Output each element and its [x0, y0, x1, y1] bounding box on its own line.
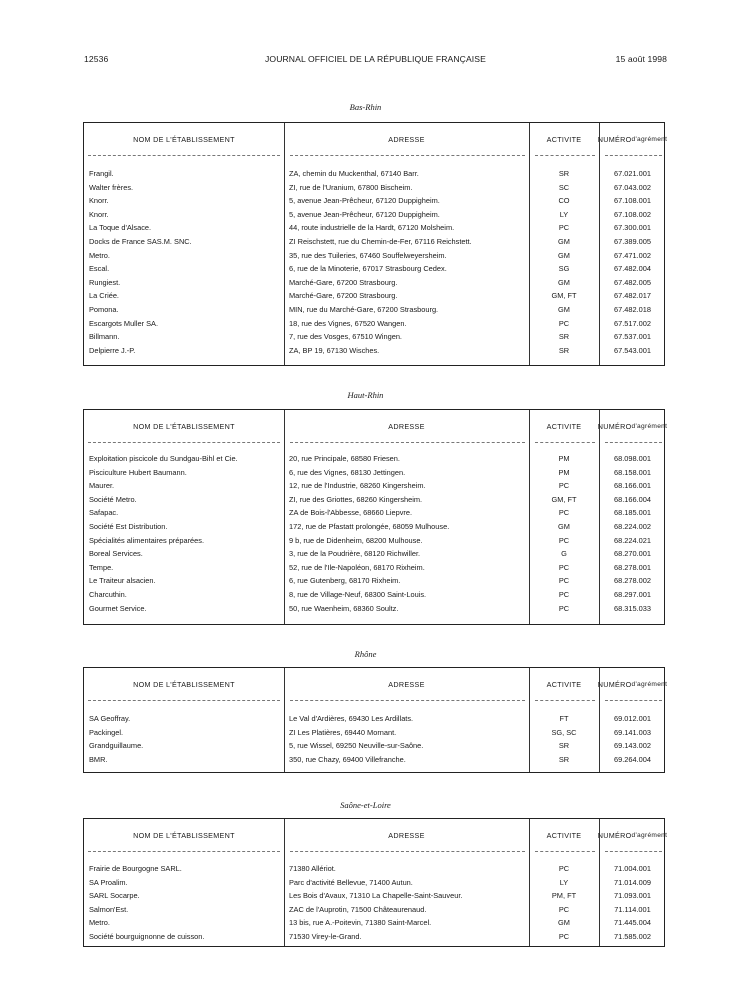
table-row	[84, 547, 664, 561]
establishment-activity: PC	[558, 562, 570, 572]
header-rule	[88, 851, 280, 852]
table-header	[84, 410, 668, 443]
approval-number: 67.543.001	[614, 345, 651, 355]
approval-number: 68.278.001	[614, 562, 651, 572]
approval-number: 68.098.001	[614, 454, 651, 463]
approval-number: 68.278.002	[614, 576, 651, 586]
approval-number: 69.143.002	[614, 741, 651, 751]
column-header-number-line1: NUMÉRO	[597, 830, 632, 840]
establishment-activity: PM	[558, 454, 570, 463]
establishment-name: Safapac.	[89, 508, 119, 518]
journal-title: JOURNAL OFFICIEL DE LA RÉPUBLIQUE FRANÇAISE	[265, 54, 486, 64]
establishment-address: ZI, rue des Griottes, 68260 Kingersheim.	[289, 494, 423, 504]
table-row	[84, 588, 664, 602]
table-row	[84, 344, 664, 358]
establishment-name: Exploitation piscicole du Sundgau-Bihl et Cie.	[89, 454, 238, 463]
establishment-activity: PC	[558, 904, 570, 914]
establishment-address: 6, rue de la Minoterie, 67017 Strasbourg Cedex.	[289, 264, 447, 274]
header-rule	[290, 442, 525, 443]
establishment-activity: SR	[558, 332, 570, 342]
header-rule	[88, 155, 280, 156]
establishment-activity: PC	[558, 864, 570, 873]
approval-number: 71.445.004	[614, 918, 651, 928]
establishment-address: Le Val d'Ardières, 69430 Les Ardillats.	[289, 714, 414, 723]
establishment-name: Pomona.	[89, 305, 119, 314]
header-rule	[605, 851, 662, 852]
establishment-activity: GM	[558, 237, 570, 246]
establishment-name: Frangil.	[89, 169, 114, 178]
establishment-address: ZA, chemin du Muckenthal, 67140 Barr.	[289, 169, 419, 178]
header-rule	[290, 700, 525, 701]
establishment-activity: PC	[558, 318, 570, 328]
table-row	[84, 262, 664, 276]
column-header-addr: ADRESSE	[388, 830, 425, 840]
establishment-name: La Toque d'Alsace.	[89, 223, 152, 233]
establishment-activity: G	[561, 549, 567, 559]
establishment-name: Spécialités alimentaires préparées.	[89, 535, 205, 545]
header-rule	[88, 442, 280, 443]
section-title: Bas-Rhin	[349, 102, 382, 112]
table-row	[84, 493, 664, 507]
establishment-address: 5, avenue Jean-Prêcheur, 67120 Duppigheim.	[289, 196, 440, 206]
approval-number: 68.166.001	[614, 481, 651, 491]
establishment-name: Boreal Services.	[89, 549, 143, 559]
table-header	[84, 819, 668, 852]
table-row	[84, 276, 664, 290]
establishment-name: Société bourguignonne de cuisson.	[89, 932, 205, 941]
table-row	[84, 221, 664, 235]
table-row	[84, 916, 664, 930]
table-row	[84, 903, 664, 917]
approval-number: 69.264.004	[614, 754, 651, 764]
table-row	[84, 249, 664, 263]
establishment-address: ZA, BP 19, 67130 Wisches.	[289, 345, 380, 355]
column-header-number-line2: d'agrément	[631, 135, 668, 143]
column-header-name: NOM DE L'ÉTABLISSEMENT	[133, 134, 235, 144]
establishment-name: La Criée.	[89, 291, 119, 301]
header-rule	[535, 851, 595, 852]
establishment-name: SA Proalim.	[89, 877, 128, 887]
establishment-activity: GM	[558, 918, 570, 928]
establishment-address: 71380 Allériot.	[289, 864, 336, 873]
table-row	[84, 862, 664, 876]
establishment-name: BMR.	[89, 754, 108, 764]
approval-number: 67.471.002	[614, 250, 651, 260]
table-row	[84, 181, 664, 195]
header-rule	[290, 851, 525, 852]
establishment-name: Maurer.	[89, 481, 115, 491]
establishment-address: 9 b, rue de Didenheim, 68200 Mulhouse.	[289, 535, 423, 545]
establishment-activity: PC	[558, 223, 570, 233]
establishment-name: SA Geoffray.	[89, 714, 131, 723]
approval-number: 67.482.005	[614, 277, 651, 287]
establishment-name: Charcuthin.	[89, 590, 127, 599]
establishment-activity: PC	[558, 535, 570, 545]
table-row	[84, 330, 664, 344]
column-header-number-line2: d'agrément	[631, 831, 668, 839]
establishment-name: Pisciculture Hubert Baumann.	[89, 467, 187, 477]
establishment-name: Billmann.	[89, 332, 120, 342]
establishment-activity: CO	[558, 196, 570, 206]
table-row	[84, 753, 664, 767]
establishment-activity: GM, FT	[551, 494, 577, 504]
table-row	[84, 574, 664, 588]
establishment-activity: PC	[558, 508, 570, 518]
approval-number: 68.166.004	[614, 494, 651, 504]
establishment-activity: PM	[558, 467, 570, 477]
establishment-name: Gourmet Service.	[89, 603, 147, 613]
establishment-activity: SG, SC	[551, 727, 577, 737]
establishment-name: Delpierre J.-P.	[89, 345, 136, 355]
establishment-name: Frairie de Bourgogne SARL.	[89, 864, 182, 873]
column-header-addr: ADRESSE	[388, 679, 425, 689]
establishment-activity: SR	[558, 741, 570, 751]
column-header-num	[599, 668, 666, 701]
table-row	[84, 520, 664, 534]
table-row	[84, 712, 664, 726]
establishment-activity: LY	[559, 877, 569, 887]
header-rule	[535, 155, 595, 156]
column-header-num	[599, 123, 666, 156]
approval-number: 69.012.001	[614, 714, 651, 723]
establishment-address: 12, rue de l'Industrie, 68260 Kingersheim.	[289, 481, 426, 491]
establishment-address: 20, rue Principale, 68580 Friesen.	[289, 454, 400, 463]
table-row	[84, 534, 664, 548]
approval-number: 71.004.001	[614, 864, 651, 873]
establishment-activity: PC	[558, 481, 570, 491]
establishment-address: 13 bis, rue A.-Poitevin, 71380 Saint-Marcel.	[289, 918, 432, 928]
establishment-name: Metro.	[89, 250, 110, 260]
table-row	[84, 876, 664, 890]
header-rule	[605, 155, 662, 156]
column-header-name: NOM DE L'ÉTABLISSEMENT	[133, 830, 235, 840]
table-row	[84, 194, 664, 208]
table-row	[84, 235, 664, 249]
approval-number: 68.315.033	[614, 603, 651, 613]
column-header-number-line1: NUMÉRO	[597, 421, 632, 431]
header-rule	[290, 155, 525, 156]
table-header	[84, 668, 668, 701]
header-rule	[605, 700, 662, 701]
establishment-activity: GM	[558, 522, 570, 531]
table-header	[84, 123, 668, 156]
approval-number: 67.021.001	[614, 169, 651, 178]
establishment-address: Parc d'activité Bellevue, 71400 Autun.	[289, 877, 413, 887]
establishment-activity: SR	[558, 754, 570, 764]
approval-number: 68.185.001	[614, 508, 651, 518]
column-header-number-line2: d'agrément	[631, 680, 668, 688]
establishment-activity: GM, FT	[551, 291, 577, 301]
table-row	[84, 726, 664, 740]
column-header-number-line1: NUMÉRO	[597, 679, 632, 689]
establishment-activity: SC	[558, 182, 570, 192]
establishment-name: Société Est Distribution.	[89, 522, 168, 531]
approval-number: 68.224.002	[614, 522, 651, 531]
approval-number: 71.014.009	[614, 877, 651, 887]
header-rule	[535, 442, 595, 443]
establishment-name: SARL Socarpe.	[89, 891, 140, 901]
establishment-address: 18, rue des Vignes, 67520 Wangen.	[289, 318, 407, 328]
column-header-act: ACTIVITE	[546, 134, 582, 144]
approval-number: 68.297.001	[614, 590, 651, 599]
establishment-address: Les Bois d'Avaux, 71310 La Chapelle-Saint-Sauveur.	[289, 891, 463, 901]
approval-number: 68.224.021	[614, 535, 651, 545]
page-number: 12536	[84, 54, 109, 64]
column-header-addr: ADRESSE	[388, 421, 425, 431]
establishment-name: Knorr.	[89, 196, 109, 206]
approval-number: 71.114.001	[614, 904, 651, 914]
table-row	[84, 561, 664, 575]
table-row	[84, 452, 664, 466]
approval-number: 67.482.004	[614, 264, 651, 274]
approval-number: 67.300.001	[614, 223, 651, 233]
approval-number: 68.270.001	[614, 549, 651, 559]
establishment-address: ZI Les Platières, 69440 Mornant.	[289, 727, 397, 737]
establishment-table	[83, 818, 668, 947]
establishment-activity: PC	[558, 590, 570, 599]
approval-number: 67.517.002	[614, 318, 651, 328]
establishment-address: 8, rue de Village-Neuf, 68300 Saint-Louis.	[289, 590, 427, 599]
establishment-name: Le Traiteur alsacien.	[89, 576, 156, 586]
establishment-address: 350, rue Chazy, 69400 Villefranche.	[289, 754, 406, 764]
establishment-address: Marché-Gare, 67200 Strasbourg.	[289, 277, 398, 287]
establishment-name: Escargots Muller SA.	[89, 318, 159, 328]
establishment-address: 7, rue des Vosges, 67510 Wingen.	[289, 332, 402, 342]
establishment-name: Société Metro.	[89, 494, 137, 504]
section-title: Saône-et-Loire	[340, 800, 391, 810]
establishment-name: Walter frères.	[89, 182, 134, 192]
column-header-name: NOM DE L'ÉTABLISSEMENT	[133, 421, 235, 431]
establishment-name: Metro.	[89, 918, 110, 928]
establishment-address: ZA de Bois-l'Abbesse, 68660 Liepvre.	[289, 508, 413, 518]
establishment-activity: GM	[558, 305, 570, 314]
column-header-num	[599, 410, 666, 443]
header-rule	[88, 700, 280, 701]
establishment-activity: FT	[559, 714, 569, 723]
establishment-address: 71530 Virey-le-Grand.	[289, 932, 362, 941]
establishment-address: 5, avenue Jean-Prêcheur, 67120 Duppigheim.	[289, 209, 440, 219]
establishment-address: 172, rue de Pfastatt prolongée, 68059 Mulhouse.	[289, 522, 450, 531]
establishment-address: 50, rue Waenheim, 68360 Soultz.	[289, 603, 399, 613]
table-row	[84, 303, 664, 317]
establishment-name: Packingel.	[89, 727, 124, 737]
approval-number: 71.093.001	[614, 891, 651, 901]
establishment-address: 52, rue de l'Ile-Napoléon, 68170 Rixheim.	[289, 562, 425, 572]
establishment-table	[83, 409, 668, 625]
establishment-address: ZAC de l'Auprotin, 71500 Châteaurenaud.	[289, 904, 427, 914]
establishment-address: 35, rue des Tuileries, 67460 Souffelweyersheim.	[289, 250, 447, 260]
column-header-act: ACTIVITE	[546, 679, 582, 689]
approval-number: 67.108.001	[614, 196, 651, 206]
table-row	[84, 506, 664, 520]
establishment-table	[83, 122, 668, 366]
approval-number: 67.043.002	[614, 182, 651, 192]
establishment-address: MIN, rue du Marché-Gare, 67200 Strasbourg.	[289, 305, 439, 314]
column-header-num	[599, 819, 666, 852]
table-row	[84, 208, 664, 222]
establishment-name: Knorr.	[89, 209, 109, 219]
establishment-address: 3, rue de la Poudrière, 68120 Richwiller.	[289, 549, 421, 559]
column-header-number-line2: d'agrément	[631, 422, 668, 430]
column-header-act: ACTIVITE	[546, 421, 582, 431]
table-row	[84, 889, 664, 903]
approval-number: 67.389.005	[614, 237, 651, 246]
approval-number: 71.585.002	[614, 932, 651, 941]
establishment-table	[83, 667, 668, 773]
establishment-activity: PM, FT	[551, 891, 577, 901]
establishment-address: ZI Reischstett, rue du Chemin-de-Fer, 67116 Reichstett.	[289, 237, 472, 246]
table-row	[84, 466, 664, 480]
approval-number: 67.537.001	[614, 332, 651, 342]
column-header-number-line1: NUMÉRO	[597, 134, 632, 144]
approval-number: 67.482.018	[614, 305, 651, 314]
column-header-act: ACTIVITE	[546, 830, 582, 840]
table-row	[84, 930, 664, 944]
approval-number: 69.141.003	[614, 727, 651, 737]
header-rule	[605, 442, 662, 443]
section-title: Haut-Rhin	[347, 390, 384, 400]
establishment-activity: PC	[558, 932, 570, 941]
establishment-name: Grandguillaume.	[89, 741, 144, 751]
table-row	[84, 289, 664, 303]
approval-number: 68.158.001	[614, 467, 651, 477]
establishment-activity: LY	[559, 209, 569, 219]
column-header-name: NOM DE L'ÉTABLISSEMENT	[133, 679, 235, 689]
section-title: Rhône	[354, 649, 377, 659]
table-row	[84, 739, 664, 753]
establishment-address: 6, rue des Vignes, 68130 Jettingen.	[289, 467, 406, 477]
establishment-name: Tempe.	[89, 562, 114, 572]
establishment-name: Escal.	[89, 264, 110, 274]
establishment-activity: GM	[558, 250, 570, 260]
table-row	[84, 479, 664, 493]
establishment-activity: GM	[558, 277, 570, 287]
establishment-activity: SR	[558, 345, 570, 355]
column-header-addr: ADRESSE	[388, 134, 425, 144]
establishment-activity: SG	[558, 264, 570, 274]
establishment-activity: SR	[558, 169, 570, 178]
establishment-address: 44, route industrielle de la Hardt, 67120 Molsheim.	[289, 223, 455, 233]
approval-number: 67.108.002	[614, 209, 651, 219]
approval-number: 67.482.017	[614, 291, 651, 301]
page-header	[84, 54, 667, 68]
publication-date: 15 août 1998	[615, 54, 667, 64]
establishment-name: Docks de France SAS.M. SNC.	[89, 237, 192, 246]
establishment-activity: PC	[558, 603, 570, 613]
table-row	[84, 317, 664, 331]
establishment-activity: PC	[558, 576, 570, 586]
table-row	[84, 602, 664, 616]
header-rule	[535, 700, 595, 701]
establishment-address: ZI, rue de l'Uranium, 67800 Bischeim.	[289, 182, 413, 192]
establishment-address: Marché-Gare, 67200 Strasbourg.	[289, 291, 398, 301]
establishment-name: Rungiest.	[89, 277, 121, 287]
table-row	[84, 167, 664, 181]
establishment-address: 5, rue Wissel, 69250 Neuville-sur-Saône.	[289, 741, 424, 751]
establishment-name: Salmon'Est.	[89, 904, 129, 914]
establishment-address: 6, rue Gutenberg, 68170 Rixheim.	[289, 576, 401, 586]
